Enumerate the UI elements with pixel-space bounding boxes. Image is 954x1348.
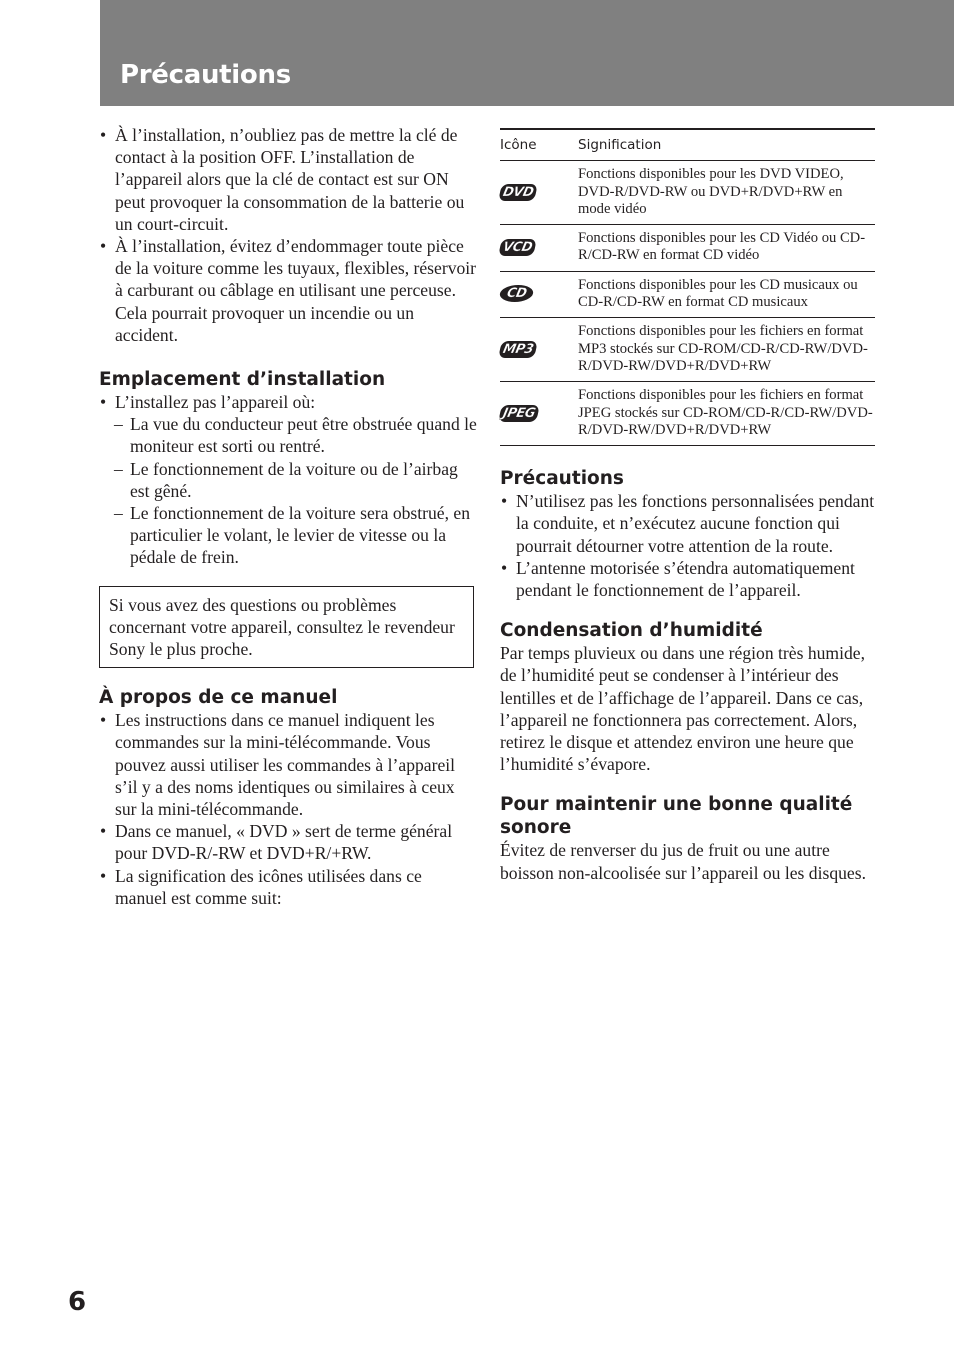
emplacement-list: [99, 391, 477, 569]
left-column: [99, 124, 477, 909]
precautions-heading: Précautions: [500, 468, 624, 490]
mp3-icon: MP3: [498, 341, 538, 358]
table-cell: Fonctions disponibles pour les CD Vidéo ou CD-R/CD-RW en format CD vidéo: [578, 225, 875, 272]
list-item: • N’utilisez pas les fonctions personnalisées pendant la conduite, et n’exécutez aucune fonction qui pourrait détourner votre attention de la route.: [500, 490, 876, 557]
list-item: • L’installez pas l’appareil où:: [99, 391, 477, 413]
right-column: [500, 128, 876, 884]
page-title: Précautions: [120, 60, 291, 90]
table-cell: Fonctions disponibles pour les fichiers en format JPEG stockés sur CD-ROM/CD-R/CD-RW/DVD-R/DVD-RW/DVD+R/DVD+RW: [578, 382, 875, 446]
icon-table: [500, 128, 875, 446]
table-row: [500, 225, 875, 272]
header-band: [100, 0, 954, 106]
jpeg-icon: JPEG: [498, 405, 540, 422]
list-item: • L’antenne motorisée s’étendra automatiquement pendant le fonctionnement de l’appareil.: [500, 557, 876, 601]
emplacement-heading: Emplacement d’installation: [99, 369, 386, 391]
intro-bullet-list: [99, 124, 477, 346]
dvd-icon: DVD: [498, 184, 538, 201]
list-item: • À l’installation, n’oubliez pas de mettre la clé de contact à la position OFF. L’installation de l’appareil alors que la clé de contact est sur ON peut provoquer la consommation de la batterie ou un court-circuit.: [99, 124, 477, 235]
sonore-text: Évitez de renverser du jus de fruit ou une autre boisson non-alcoolisée sur l’appareil ou les disques.: [500, 840, 866, 883]
manuel-list: [99, 709, 477, 909]
dash-item: – Le fonctionnement de la voiture ou de l’airbag est gêné.: [99, 458, 477, 502]
list-item: • Les instructions dans ce manuel indiquent les commandes sur la mini-télécommande. Vous pouvez aussi utiliser les commandes à l’appareil s’il y a des noms identiques ou similaires à ceux sur la mini-télécommande.: [99, 709, 477, 820]
table-row: [500, 318, 875, 382]
list-item: • À l’installation, évitez d’endommager toute pièce de la voiture comme les tuyaux, flexibles, réservoir à carburant ou câblage en utilisant une perceuse. Cela pourrait provoquer un incendie ou un accident.: [99, 235, 477, 346]
table-cell: Fonctions disponibles pour les CD musicaux ou CD-R/CD-RW en format CD musicaux: [578, 271, 875, 318]
table-row: [500, 271, 875, 318]
dash-item: – Le fonctionnement de la voiture sera obstrué, en particulier le volant, le levier de vitesse ou la pédale de frein.: [99, 502, 477, 569]
notice-text: Si vous avez des questions ou problèmes concernant votre appareil, consultez le revendeur Sony le plus proche.: [109, 594, 455, 660]
manuel-heading: À propos de ce manuel: [99, 687, 338, 709]
table-row: [500, 161, 875, 225]
dash-item: – La vue du conducteur peut être obstruée quand le moniteur est sorti ou rentré.: [99, 413, 477, 457]
meaning-column-header: Signification: [578, 129, 875, 161]
list-item: • La signification des icônes utilisées dans ce manuel est comme suit:: [99, 865, 477, 909]
list-item: • Dans ce manuel, « DVD » sert de terme général pour DVD-R/-RW et DVD+R/+RW.: [99, 820, 477, 864]
table-row: [500, 382, 875, 446]
sonore-heading: Pour maintenir une bonne qualité sonore: [500, 794, 853, 839]
table-cell: Fonctions disponibles pour les fichiers en format MP3 stockés sur CD-ROM/CD-R/CD-RW/DVD-R/DVD-RW/DVD+R/DVD+RW: [578, 318, 875, 382]
condensation-text: Par temps pluvieux ou dans une région très humide, de l’humidité peut se condenser à l’intérieur des lentilles et de l’affichage de l’appareil. Dans ce cas, l’appareil ne fonctionnera pas correctement. Alors, retirez le disque et attendez environ une heure que l’humidité s’évapore.: [500, 643, 866, 775]
vcd-icon: VCD: [498, 239, 537, 256]
table-cell: Fonctions disponibles pour les DVD VIDEO, DVD-R/DVD-RW ou DVD+R/DVD+RW en mode vidéo: [578, 161, 875, 225]
cd-icon: CD: [498, 285, 535, 302]
page-number: 6: [68, 1287, 87, 1317]
notice-box: [99, 586, 474, 669]
condensation-heading: Condensation d’humidité: [500, 620, 763, 642]
precautions-list: [500, 490, 876, 601]
icon-column-header: Icône: [500, 129, 578, 161]
